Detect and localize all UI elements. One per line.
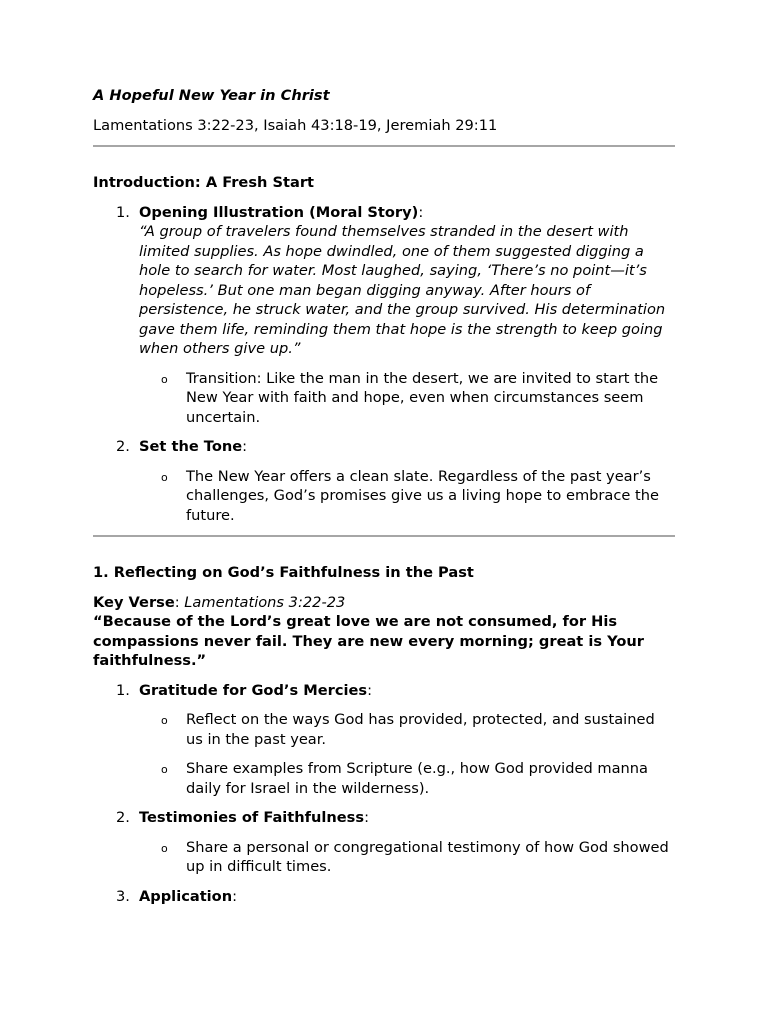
- intro-heading: Introduction: A Fresh Start: [93, 174, 314, 191]
- sub-list: [139, 838, 675, 877]
- item-label: Gratitude for God’s Mercies: [139, 681, 368, 699]
- circle-bullet-icon: o: [161, 763, 168, 776]
- opening-story: “A group of travelers found themselves stranded in the desert with limited supplies. As hope dwindled, one of them suggested digging a hole to search for water. Most laughed, saying, ‘There’s no point—it’s hopeless.’ But one man began digging anyway. After hours of persistence, he struck water, and the group survived. His determination gave them life, reminding them that hope is the strength to keep going when others give up.”: [139, 223, 666, 357]
- list-item: 2. Testimonies of Faithfulness: o Share a personal or congregational testimony of how God showed up in difficult times.: [93, 808, 675, 877]
- sub-list-item: o The New Year offers a clean slate. Regardless of the past year’s challenges, God’s promises give us a living hope to embrace the future.: [161, 467, 659, 524]
- sub-list-item: o Share a personal or congregational testimony of how God showed up in difficult times.: [161, 838, 669, 875]
- list-item: 3. Application:: [116, 887, 238, 905]
- item-label: Set the Tone: [139, 438, 243, 455]
- intro-list: [93, 203, 675, 526]
- divider-top: [93, 145, 675, 147]
- sub-list-item: o Transition: Like the man in the desert, we are invited to start the New Year with faith and hope, even when circumstances seem uncertain.: [161, 369, 659, 426]
- list-item: 1. Opening Illustration (Moral Story): “A group of travelers found themselves stranded in the desert with limited supplies. As hope dwindled, one of them suggested digging a hole to search for water. Most laughed, saying, ‘There’s no point—it’s hopeless.’ But one man began digging anyway. After hours of persistence, he struck water, and the group survived. His determination gave them life, reminding them that hope is the strength to keep going when others give up.” o Transition: Like the man in the desert, we are invited to start the New Year with faith and hope, even when circumstances seem uncertain.: [93, 203, 675, 428]
- scripture-references: Lamentations 3:22-23, Isaiah 43:18-19, Jeremiah 29:11: [93, 116, 498, 134]
- sub-list: [139, 369, 675, 428]
- circle-bullet-icon: o: [161, 470, 168, 484]
- circle-bullet-icon: o: [161, 841, 168, 855]
- item-number: 2.: [116, 438, 130, 455]
- item-label: Opening Illustration (Moral Story): [139, 203, 419, 221]
- circle-bullet-icon: o: [161, 714, 168, 727]
- item-number: 2.: [116, 809, 130, 826]
- item-label: Testimonies of Faithfulness: [139, 809, 365, 826]
- list-item: 2. Set the Tone: o The New Year offers a clean slate. Regardless of the past year’s challenges, God’s promises give us a living hope to embrace the future.: [93, 437, 675, 525]
- item-label: Application: [139, 887, 233, 905]
- divider-middle: [93, 535, 675, 537]
- sub-list-item: o Share examples from Scripture (e.g., how God provided manna daily for Israel in the wilderness).: [161, 760, 648, 797]
- key-verse-label: Key Verse: [93, 593, 175, 611]
- sub-list: [139, 710, 675, 798]
- document-title: A Hopeful New Year in Christ: [93, 87, 330, 104]
- key-verse-line: Key Verse: Lamentations 3:22-23: [93, 593, 346, 611]
- section-1-list: [93, 681, 675, 907]
- item-number: 3.: [116, 887, 130, 905]
- item-number: 1.: [116, 203, 130, 221]
- circle-bullet-icon: o: [161, 372, 168, 386]
- key-verse-reference: Lamentations 3:22-23: [184, 593, 346, 611]
- item-number: 1.: [116, 681, 130, 699]
- list-item: 1. Gratitude for God’s Mercies: o Reflect on the ways God has provided, protected, and sustained us in the past year. o Share examples from Scripture (e.g., how God provided manna daily for Israel in the wilderness).: [93, 681, 675, 799]
- document-page: [93, 86, 675, 906]
- section-1-heading: 1. Reflecting on God’s Faithfulness in the Past: [93, 564, 474, 581]
- sub-list-item: o Reflect on the ways God has provided, protected, and sustained us in the past year.: [161, 711, 655, 748]
- sub-list: [139, 467, 675, 526]
- key-verse-quote: “Because of the Lord’s great love we are not consumed, for His compassions never fail. They are new every morning; great is Your faithfulness.”: [93, 613, 644, 669]
